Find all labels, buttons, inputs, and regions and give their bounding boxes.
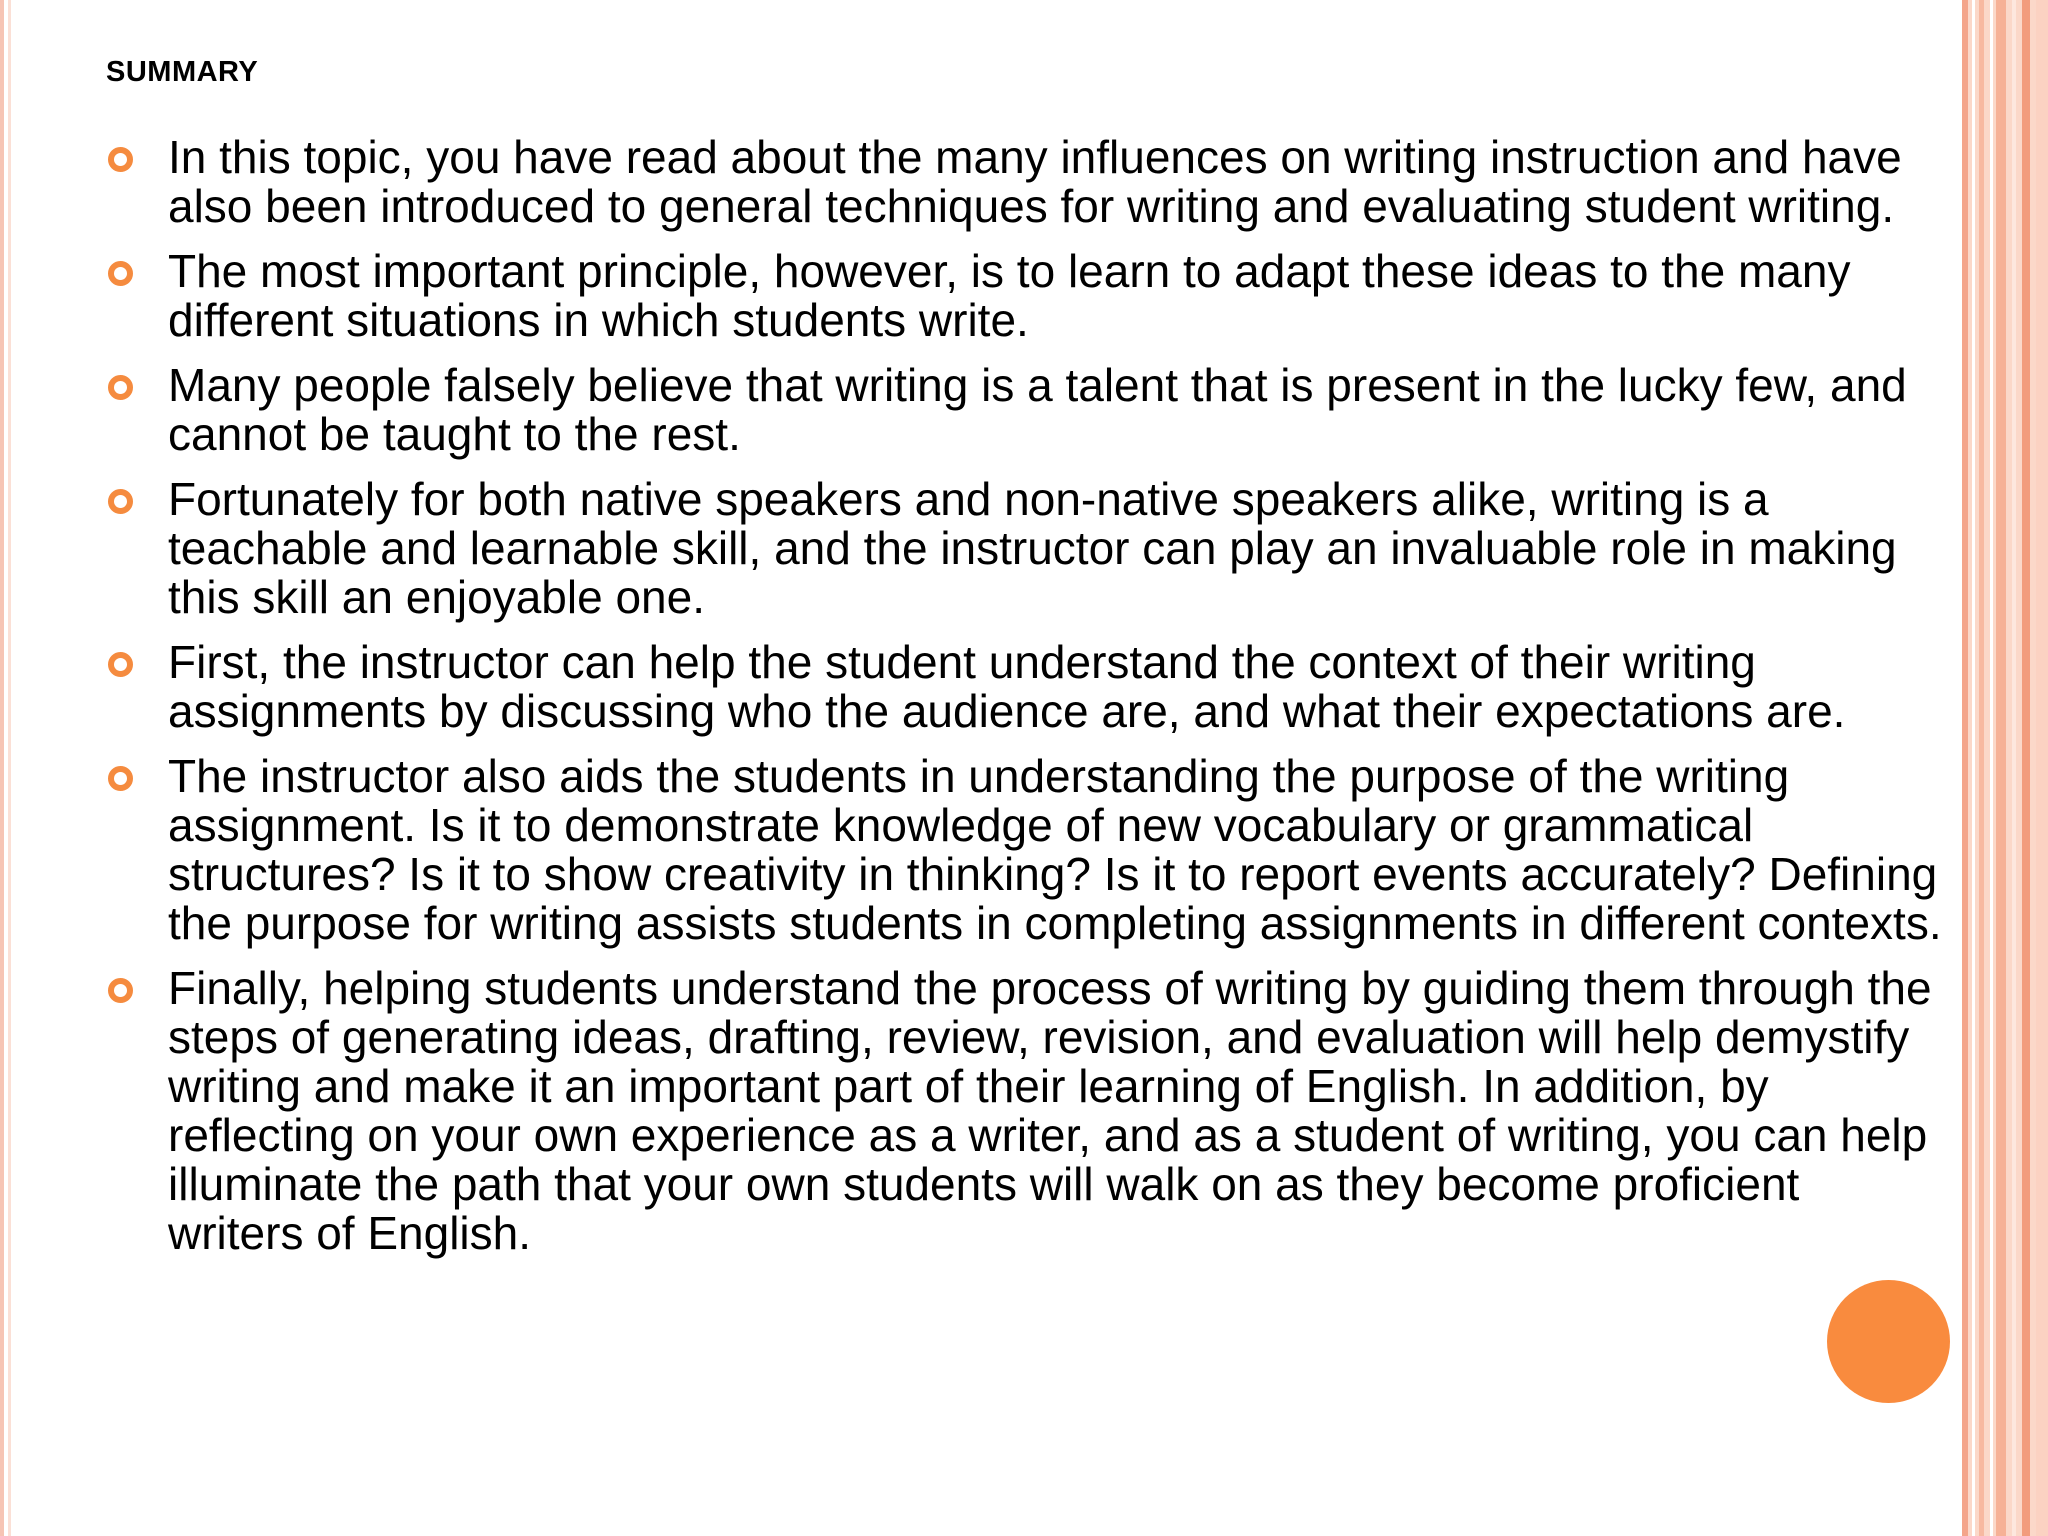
- decorative-orange-circle: [1827, 1280, 1950, 1403]
- right-stripe: [1962, 0, 1968, 1536]
- bullet-item: [106, 475, 1946, 622]
- bullet-item: [106, 133, 1946, 231]
- bullet-item: [106, 361, 1946, 459]
- ring-bullet-icon: [108, 652, 133, 677]
- bullet-text: Finally, helping students understand the process of writing by guiding them through the steps of generating ideas, drafting, review, revision, and evaluation will help demystify writing and make it an important part of their learning of English. In addition, by reflecting on your own experience as a writer, and as a student of writing, you can help illuminate the path that your own students will walk on as they become proficient writers of English.: [168, 962, 1932, 1259]
- right-stripe: [1972, 0, 1975, 1536]
- bullet-text: Many people falsely believe that writing is a talent that is present in the lucky few, and cannot be taught to the rest.: [168, 359, 1907, 460]
- ring-bullet-icon: [108, 375, 133, 400]
- slide-title: SUMMARY: [106, 56, 259, 88]
- ring-bullet-icon: [108, 261, 133, 286]
- bullet-text: In this topic, you have read about the many influences on writing instruction and have also been introduced to general techniques for writing and evaluating student writing.: [168, 131, 1902, 232]
- bullet-item: [106, 964, 1946, 1258]
- right-stripe: [2022, 0, 2030, 1536]
- bullet-text: The most important principle, however, is to learn to adapt these ideas to the many different situations in which students write.: [168, 245, 1851, 346]
- bullet-item: [106, 247, 1946, 345]
- bullet-list: [106, 133, 1946, 1274]
- bullet-text: Fortunately for both native speakers and non-native speakers alike, writing is a teachable and learnable skill, and the instructor can play an invaluable role in making this skill an enjoyable one.: [168, 473, 1897, 623]
- bullet-item: [106, 752, 1946, 948]
- right-stripe: [1990, 0, 1993, 1536]
- bullet-item: [106, 638, 1946, 736]
- bullet-text: First, the instructor can help the student understand the context of their writing assignments by discussing who the audience are, and what their expectations are.: [168, 636, 1846, 737]
- ring-bullet-icon: [108, 489, 133, 514]
- right-stripe: [1979, 0, 1984, 1536]
- right-stripe: [2036, 0, 2048, 1536]
- bullet-text: The instructor also aids the students in understanding the purpose of the writing assignment. Is it to demonstrate knowledge of new vocabulary or grammatical structures? Is it to show creativity in thinking? Is it to report events accurately? Defining the purpose for writing assists students in completing assignments in different contexts.: [168, 750, 1942, 949]
- right-stripe: [1996, 0, 2006, 1536]
- left-border-inner: [8, 0, 11, 1536]
- ring-bullet-icon: [108, 766, 133, 791]
- ring-bullet-icon: [108, 147, 133, 172]
- ring-bullet-icon: [108, 978, 133, 1003]
- left-border: [0, 0, 4, 1536]
- right-stripe: [2012, 0, 2016, 1536]
